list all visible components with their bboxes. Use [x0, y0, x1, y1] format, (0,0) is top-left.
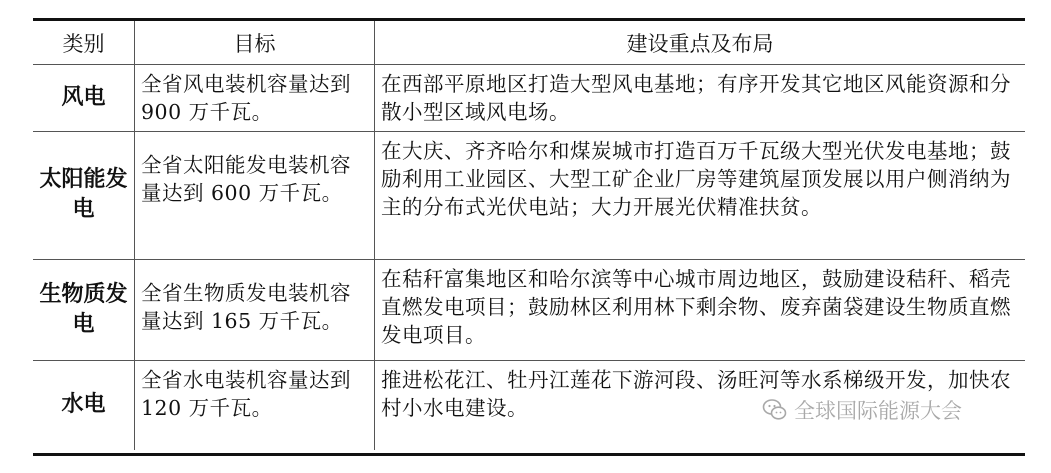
- header-focus: 建设重点及布局: [626, 31, 774, 56]
- row-target: 全省水电装机容量达到 120 万千瓦。: [135, 360, 375, 450]
- row-category: 风电: [33, 64, 135, 131]
- table-row-wind: [33, 64, 1025, 132]
- table-row-biomass: [33, 259, 1025, 361]
- wechat-icon: [762, 397, 788, 423]
- row-focus: 在大庆、齐齐哈尔和煤炭城市打造百万千瓦级大型光伏发电基地；鼓励利用工业园区、大型工矿企业厂房等建筑屋顶发展以用户侧消纳为主的分布式光伏电站；大力开展光伏精准扶贫。: [381, 139, 1011, 219]
- header-category: 类别: [33, 21, 135, 64]
- row-focus: 在秸秆富集地区和哈尔滨等中心城市周边地区，鼓励建设秸秆、稻壳直燃发电项目；鼓励林区利用林下剩余物、废弃菌袋建设生物质直燃发电项目。: [381, 267, 1011, 347]
- row-focus: 推进松花江、牡丹江莲花下游河段、汤旺河等水系梯级开发，加快农村小水电建设。: [381, 368, 1011, 420]
- table-row-solar: [33, 131, 1025, 260]
- row-category: 水电: [33, 360, 135, 450]
- row-category: 太阳能发电: [33, 131, 135, 259]
- watermark-text: 全球国际能源大会: [794, 399, 962, 423]
- row-target: 全省太阳能发电装机容量达到 600 万千瓦。: [135, 131, 375, 259]
- table-header-row: [33, 21, 1025, 65]
- row-focus: 在西部平原地区打造大型风电基地；有序开发其它地区风能资源和分散小型区域风电场。: [381, 72, 1011, 124]
- energy-plan-table: [33, 18, 1025, 456]
- row-target: 全省风电装机容量达到 900 万千瓦。: [135, 64, 375, 131]
- row-category: 生物质发电: [33, 259, 135, 360]
- row-target: 全省生物质发电装机容量达到 165 万千瓦。: [135, 259, 375, 360]
- header-target: 目标: [135, 21, 375, 64]
- watermark: [762, 395, 962, 425]
